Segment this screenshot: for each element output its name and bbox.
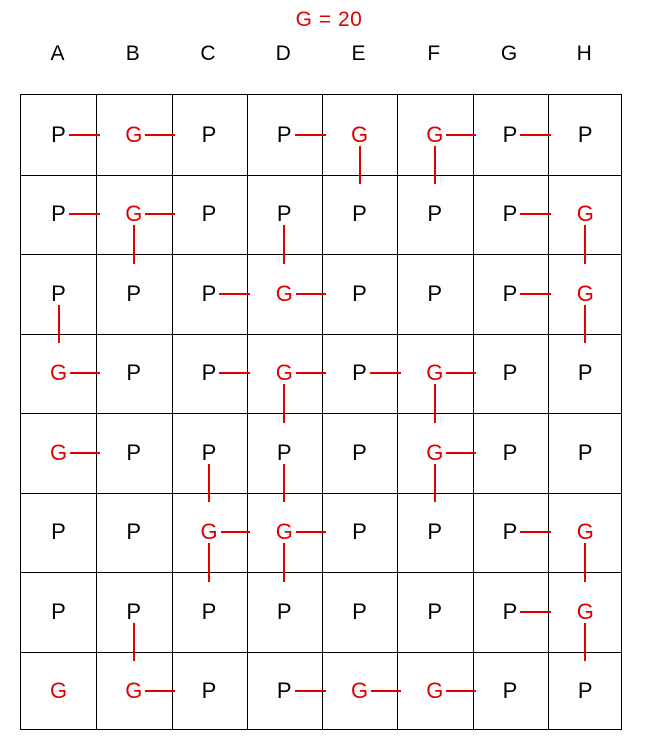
node-label-p: P	[199, 601, 220, 623]
column-header-h: H	[576, 42, 592, 65]
node-label-g: G	[574, 283, 597, 305]
node-label-p: P	[424, 203, 445, 225]
grid-cell[interactable]	[96, 254, 171, 333]
node-label-g: G	[122, 680, 145, 702]
node-label-p: P	[500, 680, 521, 702]
node-label-g: G	[348, 680, 371, 702]
grid-cell[interactable]	[322, 413, 397, 492]
node-label-p: P	[575, 124, 596, 146]
node-label-g: G	[273, 521, 296, 543]
node-label-p: P	[48, 521, 69, 543]
column-header-a: A	[50, 42, 65, 65]
node-label-g: G	[574, 203, 597, 225]
node-label-g: G	[423, 442, 446, 464]
node-label-g: G	[423, 362, 446, 384]
grid-cell[interactable]	[548, 95, 623, 174]
node-label-p: P	[349, 601, 370, 623]
node-label-p: P	[500, 442, 521, 464]
grid-cell[interactable]	[473, 413, 548, 492]
grid-cell[interactable]	[473, 334, 548, 413]
node-label-p: P	[349, 521, 370, 543]
node-label-p: P	[274, 601, 295, 623]
node-label-p: P	[500, 521, 521, 543]
node-label-g: G	[122, 203, 145, 225]
node-label-g: G	[423, 124, 446, 146]
node-label-g: G	[197, 521, 220, 543]
node-label-g: G	[122, 124, 145, 146]
grid-cell[interactable]	[96, 493, 171, 572]
column-header-d: D	[275, 42, 291, 65]
node-label-g: G	[574, 521, 597, 543]
node-label-g: G	[273, 362, 296, 384]
node-label-p: P	[199, 362, 220, 384]
node-label-g: G	[348, 124, 371, 146]
column-header-c: C	[200, 42, 216, 65]
grid-cell[interactable]	[397, 493, 472, 572]
node-label-g: G	[47, 442, 70, 464]
node-label-p: P	[349, 283, 370, 305]
node-label-p: P	[123, 442, 144, 464]
grid-cell[interactable]	[548, 413, 623, 492]
node-label-p: P	[48, 124, 69, 146]
column-header-b: B	[125, 42, 140, 65]
node-label-p: P	[424, 521, 445, 543]
grid-cell[interactable]	[172, 175, 247, 254]
grid-cell[interactable]	[21, 652, 96, 731]
grid-cell[interactable]	[397, 572, 472, 651]
node-label-p: P	[500, 283, 521, 305]
grid-cell[interactable]	[96, 334, 171, 413]
node-label-p: P	[123, 362, 144, 384]
node-label-p: P	[349, 442, 370, 464]
node-label-p: P	[575, 680, 596, 702]
grid-cell[interactable]	[322, 572, 397, 651]
column-header-row	[20, 42, 622, 74]
grid-cell[interactable]	[247, 572, 322, 651]
column-header-e: E	[351, 42, 366, 65]
lattice-grid	[20, 94, 622, 730]
node-label-p: P	[274, 442, 295, 464]
grid-cell[interactable]	[397, 254, 472, 333]
node-label-p: P	[199, 680, 220, 702]
node-label-p: P	[123, 601, 144, 623]
grid-cell[interactable]	[322, 493, 397, 572]
grid-cell[interactable]	[473, 652, 548, 731]
column-header-g: G	[500, 42, 518, 65]
grid-cell[interactable]	[322, 254, 397, 333]
grid-cell[interactable]	[21, 493, 96, 572]
node-label-p: P	[349, 203, 370, 225]
grid-cell[interactable]	[21, 572, 96, 651]
grid-cell[interactable]	[172, 652, 247, 731]
grid-cell[interactable]	[322, 175, 397, 254]
node-label-p: P	[274, 124, 295, 146]
node-label-p: P	[424, 601, 445, 623]
node-label-p: P	[123, 283, 144, 305]
grid-cell[interactable]	[96, 413, 171, 492]
node-label-g: G	[47, 362, 70, 384]
node-label-g: G	[423, 680, 446, 702]
node-label-p: P	[500, 362, 521, 384]
node-label-p: P	[48, 203, 69, 225]
node-label-p: P	[500, 124, 521, 146]
node-label-p: P	[199, 203, 220, 225]
node-label-p: P	[575, 362, 596, 384]
node-label-p: P	[575, 442, 596, 464]
node-label-p: P	[199, 283, 220, 305]
grid-cell[interactable]	[397, 175, 472, 254]
node-label-p: P	[199, 442, 220, 464]
node-label-p: P	[274, 680, 295, 702]
page-title: G = 20	[295, 8, 363, 31]
grid-cell[interactable]	[548, 652, 623, 731]
node-label-p: P	[500, 203, 521, 225]
node-label-g: G	[574, 601, 597, 623]
node-label-p: P	[500, 601, 521, 623]
node-label-p: P	[349, 362, 370, 384]
node-label-p: P	[48, 601, 69, 623]
grid-cell[interactable]	[172, 95, 247, 174]
node-label-g: G	[47, 680, 70, 702]
grid-cell[interactable]	[172, 572, 247, 651]
node-label-p: P	[123, 521, 144, 543]
grid-cell[interactable]	[548, 334, 623, 413]
node-label-g: G	[273, 283, 296, 305]
node-label-p: P	[48, 283, 69, 305]
node-label-p: P	[199, 124, 220, 146]
node-label-p: P	[424, 283, 445, 305]
node-label-p: P	[274, 203, 295, 225]
column-header-f: F	[427, 42, 441, 65]
